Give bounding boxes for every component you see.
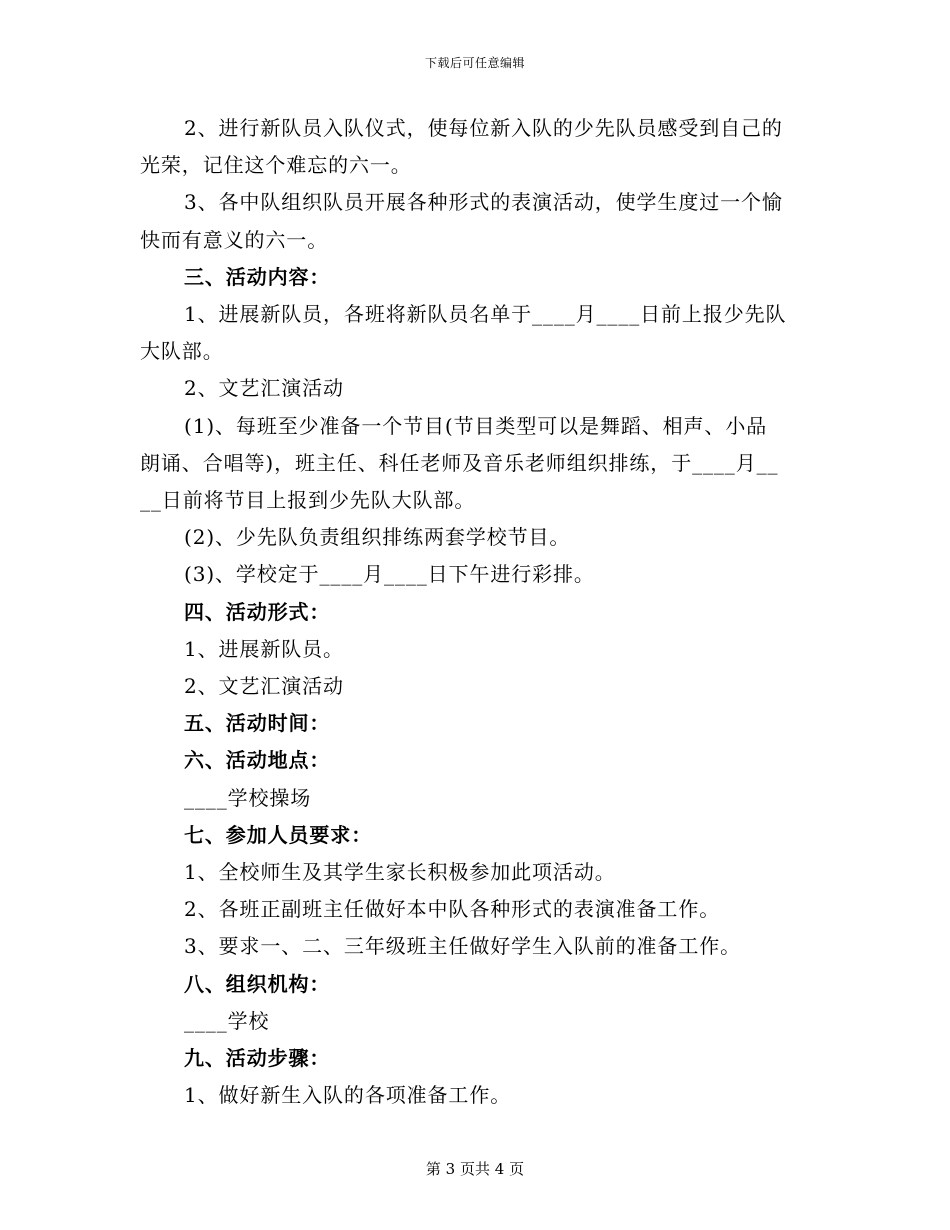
- paragraph-item-new-members-line-1: 1、进展新队员，各班将新队员名单于____月____日前上报少先队: [184, 302, 787, 327]
- paragraph-item-ceremony-line-2: 光荣，记住这个难忘的六一。: [140, 153, 412, 178]
- paragraph-subitem-3: (3)、学校定于____月____日下午进行彩排。: [184, 562, 595, 587]
- paragraph-item-ceremony-line-1: 2、进行新队员入队仪式，使每位新入队的少先队员感受到自己的: [184, 116, 783, 140]
- paragraph-item-performance-line-2: 快而有意义的六一。: [140, 227, 329, 252]
- paragraph-steps-item-1: 1、做好新生入队的各项准备工作。: [184, 1083, 512, 1108]
- section-heading-organization: 八、组织机构：: [184, 971, 331, 996]
- page-header: 下载后可任意编辑: [424, 56, 525, 70]
- paragraph-subitem-1-line-3: __日前将节目上报到少先队大队部。: [140, 488, 476, 513]
- paragraph-item-new-members-line-2: 大队部。: [140, 339, 224, 364]
- paragraph-subitem-1-line-1: (1)、每班至少准备一个节目(节目类型可以是舞蹈、相声、小品: [184, 413, 768, 438]
- paragraph-participants-item-2: 2、各班正副班主任做好本中队各种形式的表演准备工作。: [184, 897, 721, 922]
- paragraph-item-art-show: 2、文艺汇演活动: [184, 376, 344, 401]
- paragraph-organization: ____学校: [184, 1008, 270, 1033]
- paragraph-form-item-2: 2、文艺汇演活动: [184, 674, 344, 699]
- paragraph-participants-item-1: 1、全校师生及其学生家长积极参加此项活动。: [184, 860, 616, 885]
- paragraph-form-item-1: 1、进展新队员。: [184, 636, 344, 661]
- paragraph-subitem-2: (2)、少先队负责组织排练两套学校节目。: [184, 525, 571, 550]
- page-number-footer: 第 3 页共 4 页: [425, 1160, 525, 1178]
- paragraph-subitem-1-line-2: 朗诵、合唱等)，班主任、科任老师及音乐老师组织排练，于____月__: [140, 450, 779, 475]
- section-heading-location: 六、活动地点：: [184, 748, 331, 773]
- section-heading-content: 三、活动内容：: [184, 264, 331, 289]
- section-heading-participants: 七、参加人员要求：: [184, 822, 373, 847]
- section-heading-form: 四、活动形式：: [184, 599, 331, 624]
- document-body: [140, 110, 820, 1114]
- paragraph-item-performance-line-1: 3、各中队组织队员开展各种形式的表演活动，使学生度过一个愉: [184, 190, 783, 215]
- section-heading-steps: 九、活动步骤：: [184, 1046, 331, 1071]
- paragraph-participants-item-3: 3、要求一、二、三年级班主任做好学生入队前的准备工作。: [184, 934, 742, 959]
- section-heading-time: 五、活动时间：: [184, 711, 331, 736]
- paragraph-location: ____学校操场: [184, 785, 312, 810]
